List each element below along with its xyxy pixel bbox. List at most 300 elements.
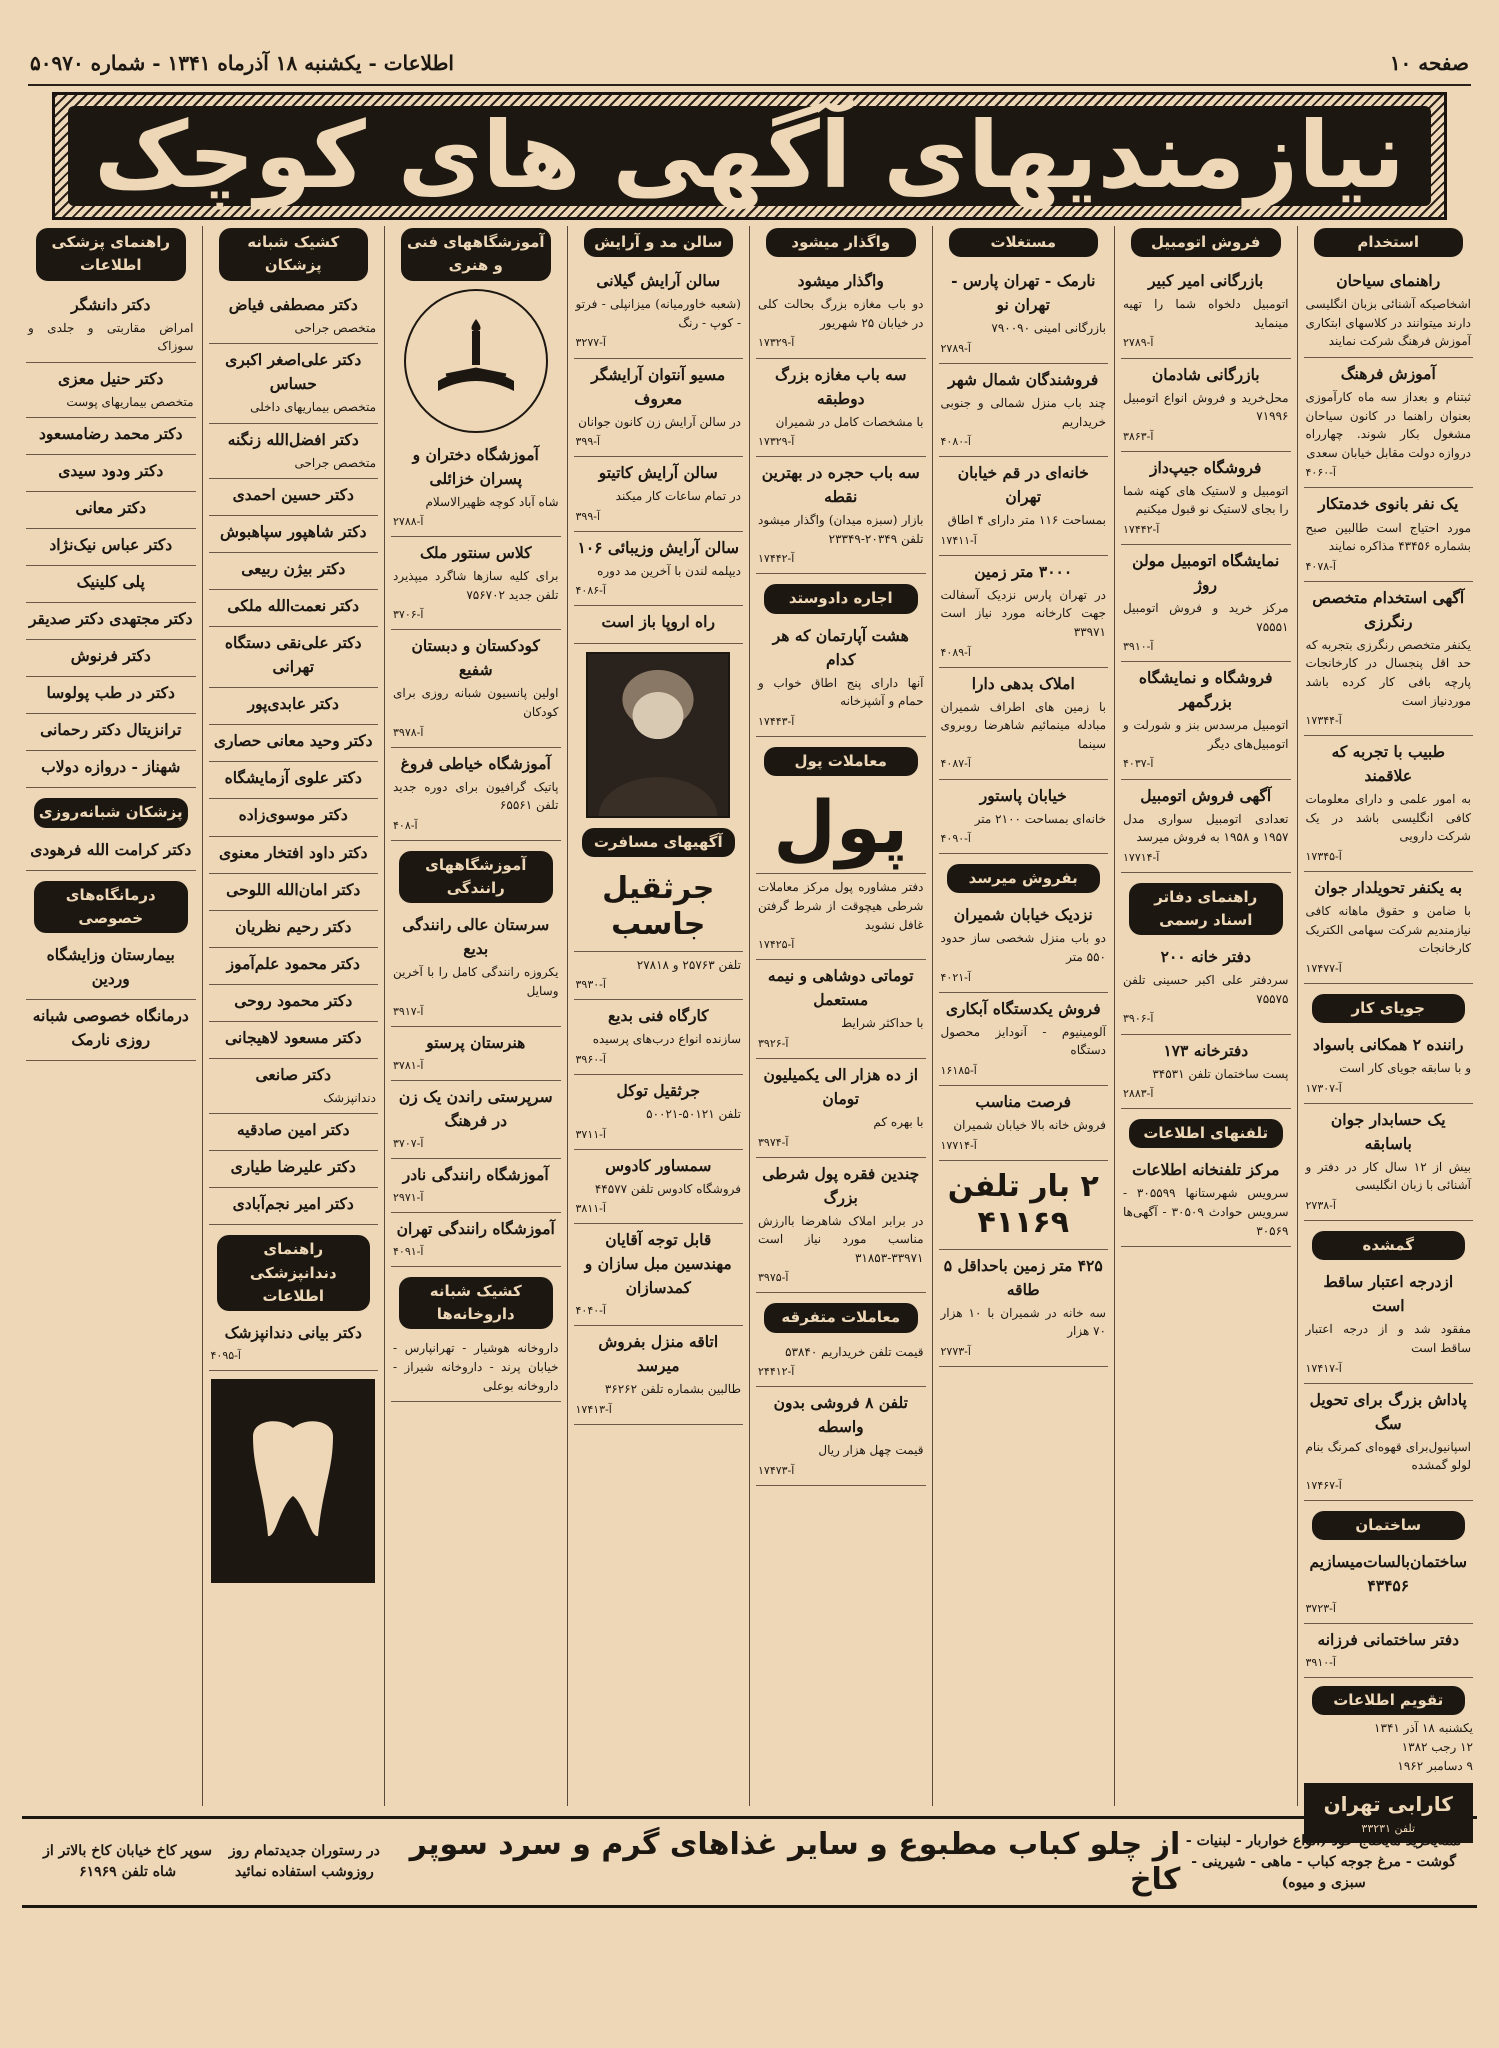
ad-text: یکنفر متخصص رنگرزی بتجربه که حد اقل پنجسال در کارخانجات پارچه بافی کار کرده باشد موردنیاز است: [1305, 637, 1471, 708]
ad-title: واگذار میشود: [797, 271, 884, 291]
ad-code: آ-۱۷۴۱۳: [575, 1403, 612, 1417]
classified-ad: [756, 359, 926, 458]
ad-text: سردفتر علی اکبر حسینی تلفن ۷۵۵۷۵: [1123, 973, 1289, 1006]
ad-title: فروشگاه جیپ‌داز: [1150, 457, 1262, 477]
ad-code: آ-۳۷۸۱: [393, 1058, 424, 1072]
ad-text: متخصص جراحی: [294, 320, 376, 335]
ad-code: آ-۲۷۳۸: [1305, 1199, 1336, 1213]
ad-title: هنرستان پرستو: [426, 1032, 526, 1052]
column-heading: استخدام: [1314, 228, 1464, 257]
ad-title: دکتر حسین احمدی: [232, 485, 354, 505]
column-5: [567, 226, 750, 1806]
ad-title: املاک بدهی دارا: [971, 673, 1075, 693]
section-heading: گمشده: [1312, 1231, 1466, 1260]
ad-text: در تهران پارس نزدیک آسفالت جهت کارخانه مورد نیاز است ۳۳۹۷۱: [940, 587, 1106, 640]
ad-text: اتومبیل و لاستیک های کهنه شما را بجای لاستیک نو قبول میکنیم: [1123, 483, 1289, 517]
ad-title: دفترخانه ۱۷۳: [1163, 1040, 1249, 1060]
classified-ad: [26, 677, 196, 714]
ad-text: بیش از ۱۲ سال کار در دفتر و آشنائی با زبان انگلیسی: [1305, 1159, 1471, 1193]
ad-title: آگهی استخدام متخصص رنگرزی: [1312, 587, 1465, 631]
calendar-heading: تقویم اطلاعات: [1312, 1686, 1466, 1715]
ad-text: مرکز خرید و فروش اتومبیل ۷۵۵۵۱: [1123, 601, 1289, 634]
ad-title: آموزشگاه خیاطی فروغ: [400, 753, 551, 773]
ad-title: دفتر خانه ۲۰۰: [1160, 947, 1251, 967]
ad-title: مسیو آنتوان آرایشگر معروف: [591, 364, 726, 408]
calendar-line: ۱۲ رجب ۱۳۸۲: [1401, 1740, 1473, 1755]
ad-title: سالن آرایش کاتیتو: [598, 463, 718, 483]
ad-code: آ-۱۷۴۱۱: [940, 533, 977, 547]
ad-title: فروشگاه و نمایشگاه بزرگمهر: [1138, 668, 1273, 712]
featured-ad: ۲ بار تلفن ۴۱۱۶۹: [939, 1161, 1109, 1250]
classified-ad: [574, 606, 744, 643]
ad-title: دکتر شاهپور سپاهبوش: [219, 522, 367, 542]
classified-ad: [26, 640, 196, 677]
ad-text: در برابر املاک شاهرضا باارزش مناسب مورد نیاز است ۳۳۹۷۱-۳۱۸۵۳: [758, 1213, 924, 1265]
ad-text: فروش خانه بالا خیابان شمیران: [953, 1117, 1106, 1132]
ad-text: (شعبه خاورمیانه) میزانپلی - فرتو - کوپ - رنگ: [575, 297, 741, 330]
classified-ad: [1304, 488, 1474, 581]
ad-text: با ضامن و حقوق ماهانه کافی نیازمندیم شرکت سهامی الکتریک کارخانجات: [1305, 904, 1471, 956]
ad-code: آ-۳۲۷۷: [575, 336, 606, 350]
ad-text: در سالن آرایش زن کانون جوانان: [578, 414, 741, 429]
ad-title: دکتر علوی آزمایشگاه: [224, 768, 362, 788]
classified-ad: [1121, 265, 1291, 358]
ad-code: آ-۱۷۴۷۷: [1305, 961, 1342, 975]
classified-ad: [209, 1317, 379, 1371]
ad-code: آ-۳۹۱۰: [1305, 1656, 1336, 1670]
classified-ad: [756, 265, 926, 358]
classified-ad: [939, 899, 1109, 992]
classified-ad: [26, 603, 196, 640]
ad-text: متخصص بیماریهای پوست: [66, 394, 194, 409]
classified-ad: [756, 1059, 926, 1158]
ad-title: دکتر امیر نجم‌آبادی: [232, 1194, 354, 1214]
ad-title: ترانزیتال دکتر رحمانی: [40, 720, 182, 740]
ad-code: آ-۲۹۷۱: [393, 1190, 424, 1204]
ad-text: اتومبیل دلخواه شما را تهیه مینماید: [1123, 297, 1289, 330]
classified-ad: [26, 714, 196, 751]
classified-ad: [1121, 1154, 1291, 1247]
classified-ad: [574, 457, 744, 532]
ad-code: آ-۱۷۴۴۲: [1123, 522, 1160, 536]
classified-ad: [209, 627, 379, 688]
classified-ad: [209, 799, 379, 836]
classified-ad: [1304, 358, 1474, 488]
ad-code: آ-۱۷۳۴۵: [1305, 850, 1342, 863]
classified-ad: [574, 952, 744, 1001]
classified-ad: [574, 1150, 744, 1225]
classified-ad: [939, 265, 1109, 364]
ad-text: تلفن ۲۵۷۶۳ و ۲۷۸۱۸: [636, 957, 741, 972]
ad-code: آ-۱۷۷۱۴: [940, 1138, 977, 1152]
ad-title: سرپرستی راندن یک زن در فرهنگ: [398, 1086, 553, 1130]
column-3: [932, 226, 1115, 1806]
ad-text: تعدادی اتومبیل سواری مدل ۱۹۵۷ و ۱۹۵۸ به فروش میرسد: [1123, 811, 1289, 845]
classified-ad: [209, 1022, 379, 1059]
classified-ad: [209, 874, 379, 911]
classified-ad: [26, 939, 196, 1000]
ad-code: آ-۳۹۰۶: [1123, 1012, 1154, 1026]
classified-ad: [1121, 780, 1291, 873]
column-heading: سالن مد و آرایش: [584, 228, 734, 257]
classified-ad: [1304, 582, 1474, 736]
ad-title: دکتر علیرضا طیاری: [230, 1157, 356, 1177]
ad-text: پاتیک گرافیون برای دوره جدید تلفن ۶۵۵۶۱: [393, 779, 559, 813]
ad-title: ۴۲۵ متر زمین باحداقل ۵ طاقه: [943, 1255, 1103, 1299]
ad-title: سه باب مغازه بزرگ دوطبقه: [775, 364, 907, 408]
classified-ad: [391, 537, 561, 630]
ad-code: آ-۲۷۸۹: [940, 341, 971, 355]
column-heading: کشیک شبانه پزشکان: [219, 228, 369, 281]
ad-code: آ-۴۰۸۹: [940, 645, 971, 659]
section-banner: [52, 92, 1447, 220]
column-heading: واگذار میشود: [766, 228, 916, 257]
ad-title: راهنمای سیاحان: [1336, 271, 1441, 291]
classified-ad: [209, 911, 379, 948]
ad-title: دکتر موسوی‌زاده: [238, 805, 348, 825]
ad-text: خانه‌ای بمساحت ۲۱۰۰ متر: [974, 811, 1106, 826]
ad-title: نزدیک خیابان شمیران: [953, 905, 1093, 925]
section-heading: تلفنهای اطلاعات: [1129, 1119, 1283, 1148]
ad-code: آ-۲۷۸۹: [1123, 336, 1154, 350]
classified-ad: [391, 1213, 561, 1267]
section-heading: اجاره دادوستد: [764, 584, 918, 613]
classified-ad: [1304, 1624, 1474, 1678]
ad-title: کودکستان و دبستان شفیع: [411, 636, 540, 680]
classified-ad: [1304, 1266, 1474, 1383]
classified-ad: [209, 590, 379, 627]
ad-text: فروشگاه کادوس تلفن ۴۴۵۷۷: [594, 1181, 741, 1196]
classified-ad: [574, 532, 744, 607]
tooth-icon: [211, 1379, 375, 1583]
ad-code: آ-۳۹۷۵: [758, 1271, 789, 1285]
classified-ad: [756, 1339, 926, 1388]
ad-title: فروش یکدستگاه آبکاری: [945, 998, 1101, 1018]
featured-ad: جرثقیل جاسب: [574, 863, 744, 952]
ad-title: از ده هزار الی یکمیلیون تومان: [763, 1064, 919, 1108]
classified-ad: [209, 344, 379, 424]
ad-text: اشخاصیکه آشنائی بزبان انگلیسی دارند میتوانند در کلاسهای ابتکاری آموزش فرهنگ شرکت نمایند: [1305, 297, 1471, 349]
ad-title: تلفن ۸ فروشی بدون واسطه: [773, 1393, 908, 1437]
ad-code: آ-۱۷۷۱۴: [1123, 850, 1160, 864]
classified-ad: [391, 1027, 561, 1081]
ad-code: آ-۴۰۷۸: [1305, 559, 1336, 573]
ad-title: دکتر عباس نیک‌نژاد: [49, 535, 173, 555]
ad-text: مفقود شد و از درجه اعتبار ساقط است: [1305, 1322, 1471, 1355]
classified-ad: [939, 993, 1109, 1086]
ad-title: دکتر حنیل معزی: [58, 368, 164, 388]
classified-ad: [26, 363, 196, 419]
ad-title: فرصت مناسب: [975, 1091, 1072, 1111]
ad-text: در تمام ساعات کار میکند: [615, 489, 741, 504]
ad-title: خیابان پاستور: [979, 785, 1067, 805]
column-heading: فروش اتومبیل: [1131, 228, 1281, 257]
classified-ad: [1304, 872, 1474, 984]
classified-ad: [209, 837, 379, 874]
classified-ad: [1121, 359, 1291, 452]
ad-code: آ-۱۶۱۸۵: [940, 1063, 977, 1077]
ad-code: آ-۴۰۲۱: [940, 970, 971, 984]
ad-title: اتاقه منزل بفروش میرسد: [598, 1332, 719, 1376]
paper-info: اطلاعات - یکشنبه ۱۸ آذرماه ۱۳۴۱ - شماره ۵۰۹۷۰: [30, 51, 454, 75]
ad-title: دکتر امان‌الله اللوحی: [226, 879, 361, 899]
ad-code: آ-۲۸۸۳: [1123, 1087, 1154, 1101]
ad-title: پلی کلینیک: [76, 572, 145, 592]
column-8: [20, 226, 202, 1806]
ad-title: دکتر محمد رضامسعود: [38, 424, 183, 444]
ad-code: آ-۴۰۳۷: [1123, 757, 1154, 771]
ad-text: اولین پانسیون شبانه روزی برای کودکان: [393, 686, 559, 720]
ad-text: سرویس شهرستانها ۳۰۵۵۹۹ - سرویس حوادث ۳۰۵۰۹ - آگهی‌ها ۳۰۵۶۹: [1123, 1186, 1289, 1238]
ad-title: مرکز تلفنخانه اطلاعات: [1132, 1160, 1280, 1180]
ad-text: امراض مقاربتی و جلدی و سوزاک: [28, 320, 194, 354]
section-heading: جویای کار: [1312, 994, 1466, 1023]
ad-code: آ-۳۷۱۱: [575, 1127, 606, 1141]
ad-text: یکروزه رانندگی کامل را با آخرین وسایل: [393, 965, 559, 999]
section-heading: بفروش میرسد: [947, 864, 1101, 893]
classified-ad: [209, 289, 379, 345]
ad-code: آ-۱۷۳۴۴: [1305, 714, 1342, 728]
classified-ad: [756, 457, 926, 574]
ad-text: قیمت تلفن خریداریم ۵۳۸۴۰: [785, 1344, 924, 1359]
classified-ad: [939, 364, 1109, 457]
ad-title: دکتر ودود سیدی: [58, 461, 164, 481]
ad-text: با زمین های اطراف شمیران مبادله مینمائیم شاهرضا روبروی سینما: [940, 699, 1106, 751]
ad-title: قابل توجه آقایان مهندسین مبل سازان و کمدسازان: [584, 1230, 732, 1298]
section-heading: آموزشگاههای رانندگی: [399, 851, 553, 904]
classified-ad: [939, 556, 1109, 668]
section-heading: معاملات متفرقه: [764, 1303, 918, 1332]
classified-ad: [1121, 1035, 1291, 1110]
ad-code: آ-۳۹۹: [575, 435, 601, 449]
ad-title: ۳۰۰۰ متر زمین: [974, 561, 1073, 581]
classified-ad: [26, 566, 196, 603]
classified-ad: [26, 418, 196, 455]
ad-text: دفتر مشاوره پول مرکز معاملات شرطی هیچوقت از شرط گرفتن غافل نشوید: [758, 880, 924, 932]
classified-ad: [574, 359, 744, 458]
ad-code: آ-۳۷۰۷: [393, 1136, 424, 1150]
ad-text: سازنده انواع درب‌های پرسیده: [592, 1032, 741, 1047]
calendar-line: ۹ دسامبر ۱۹۶۲: [1397, 1758, 1473, 1773]
ad-text: داروخانه هوشیار - تهرانپارس - خیابان پرند - داروخانه شیراز - داروخانه بوعلی: [393, 1341, 559, 1393]
column-6: [384, 226, 567, 1806]
ad-text: با بهره کم: [873, 1114, 924, 1129]
classified-ad: [574, 1224, 744, 1326]
classified-ad: [574, 1075, 744, 1150]
ad-title: دکتر مصطفی فیاض: [228, 294, 358, 314]
section-heading: راهنمای دفاتر اسناد رسمی: [1129, 883, 1283, 936]
section-heading: معاملات پول: [764, 747, 918, 776]
page-header: [30, 44, 1469, 82]
ad-text: سه خانه در شمیران با ۱۰ هزار ۷۰ هزار: [940, 1305, 1106, 1339]
column-heading: مستغلات: [949, 228, 1099, 257]
ad-text: متخصص جراحی: [294, 455, 376, 470]
ad-title: بازرگانی شادمان: [1151, 364, 1260, 384]
footer-ad: [22, 1816, 1477, 1908]
ad-text: بازرگانی امینی ۷۹۰۰۹۰: [991, 321, 1106, 336]
karabi-sub: تلفن ۳۳۲۳۱: [1361, 1822, 1416, 1836]
ad-code: آ-۳۹۹: [575, 509, 601, 523]
ad-title: دکتر بیانی دندانپزشک: [224, 1323, 362, 1342]
ad-text: ثبتنام و بعداز سه ماه کارآموزی بعنوان راهنما در کانون سیاحان مشغول بکار شوند. چهارراه دروازه دولت مقابل خیابان سعدی: [1305, 390, 1471, 460]
ad-title: آگهی فروش اتومبیل: [1140, 785, 1272, 805]
classified-ad: [574, 265, 744, 358]
ad-code: آ-۲۷۸۸: [393, 515, 424, 529]
ad-title: یک حسابدار جوان باسابقه: [1330, 1109, 1446, 1153]
ad-text: قیمت چهل هزار ریال: [818, 1443, 924, 1458]
column-7: [202, 226, 385, 1806]
ad-title: سمساور کادوس: [605, 1155, 712, 1175]
classified-ad: [756, 1387, 926, 1486]
ad-title: دکتر وحید معانی حصاری: [213, 731, 373, 751]
classified-ad: [1304, 1029, 1474, 1104]
ad-title: دکتر دانشگر: [71, 294, 151, 314]
ad-code: آ-۳۹۲۶: [758, 1036, 789, 1050]
section-heading: پزشکان شبانه‌روزی: [34, 798, 188, 827]
classified-ad: [209, 1151, 379, 1188]
ad-title: سالن آرایش وزیبائی ۱۰۶: [577, 537, 739, 557]
classified-ad: [1121, 452, 1291, 545]
classified-ad: [209, 1188, 379, 1225]
ad-code: آ-۳۷۲۳: [1305, 1602, 1336, 1616]
ad-title: آموزش فرهنگ: [1340, 364, 1436, 384]
ad-title: دکتر مسعود لاهیجانی: [225, 1027, 362, 1047]
ad-title: دکتر عابدی‌پور: [247, 694, 339, 714]
ad-code: آ-۱۷۳۲۹: [758, 435, 795, 449]
ad-title: شهناز - دروازه دولاب: [41, 757, 181, 777]
classified-ad: [26, 751, 196, 788]
ad-title: دکتر در طب پولوسا: [46, 683, 175, 703]
calendar-line: یکشنبه ۱۸ آذر ۱۳۴۱: [1374, 1721, 1473, 1736]
classified-ad: [26, 529, 196, 566]
ad-code: آ-۱۷۴۴۳: [758, 714, 795, 728]
classified-ad: [756, 960, 926, 1059]
ad-title: یک نفر بانوی خدمتکار: [1318, 494, 1459, 514]
column-4: [749, 226, 932, 1806]
classified-ad: [26, 834, 196, 871]
ad-title: آموزشگاه رانندگی نادر: [402, 1164, 549, 1184]
ad-title: دکتر نعمت‌الله ملکی: [227, 596, 360, 616]
ad-text: چند باب منزل شمالی و جنوبی خریداریم: [940, 395, 1106, 429]
ad-text: تلفن ۵۰۱۲۱-۵۰۰۲۱: [646, 1107, 741, 1122]
ad-title: بازرگانی امیر کبیر: [1148, 271, 1264, 291]
ad-title: دکتر افضل‌الله زنگنه: [227, 429, 359, 449]
ad-title: چندین فقره پول شرطی بزرگ: [762, 1163, 920, 1207]
ad-text: و با سابقه جویای کار است: [1339, 1061, 1471, 1076]
classified-ad: [1304, 1104, 1474, 1221]
classified-ad: [209, 762, 379, 799]
classified-ad: [209, 948, 379, 985]
school-emblem-icon: [404, 289, 548, 433]
ad-title: ازدرجه اعتبار ساقط است: [1323, 1272, 1454, 1316]
classified-ad: [391, 1081, 561, 1159]
ad-code: آ-۴۰۸۶: [575, 584, 606, 598]
ad-code: آ-۳۹۱۷: [393, 1004, 424, 1018]
footer-middle-text: در رستوران جدیدتمام روز روزوشب استفاده نمائید: [228, 1843, 380, 1880]
ad-text: با مشخصات کامل در شمیران: [775, 414, 924, 429]
ad-code: آ-۲۷۷۳: [940, 1344, 971, 1358]
ad-text: دو باب منزل شخصی ساز حدود ۵۵۰ متر: [940, 931, 1106, 965]
ad-title: سرستان عالی رانندگی بدیع: [402, 915, 550, 959]
ad-title: دکتر علی‌نقی دستگاه تهرانی: [224, 633, 362, 677]
classified-ad: [1304, 1546, 1474, 1624]
classified-ad: [209, 516, 379, 553]
ad-title: دکتر فرنوش: [70, 646, 151, 666]
ad-code: آ-۱۷۴۶۷: [1305, 1478, 1342, 1492]
ad-title: بیمارستان وزایشگاه وردین: [46, 945, 175, 989]
ad-code: آ-۱۷۴۴۲: [758, 552, 795, 566]
classified-ad: [391, 1159, 561, 1213]
ad-code: آ-۴۰۸: [393, 818, 418, 832]
ad-code: آ-۳۸۶۳: [1123, 429, 1154, 443]
classified-ad: [209, 725, 379, 762]
ad-code: آ-۴۰۸۷: [940, 757, 971, 771]
ad-title: دکتر محمود علم‌آموز: [226, 953, 360, 973]
ad-code: آ-۴۰۹۰: [940, 832, 971, 846]
ad-code: آ-۴۰۶۰: [1305, 466, 1336, 480]
ad-text: پست‌ ساختمان تلفن ۳۴۵۳۱: [1152, 1066, 1289, 1081]
classified-ad: [391, 748, 561, 841]
ad-title: هشت آپارتمان که هر کدام: [772, 625, 909, 669]
ad-title: دکتر امین صادقیه: [236, 1120, 350, 1140]
classified-ad: [209, 1114, 379, 1151]
section-heading: آگهیهای مسافرت: [582, 828, 736, 857]
classified-columns: [20, 226, 1479, 1836]
ad-code: آ-۳۹۷۴: [758, 1135, 789, 1149]
header-divider: [28, 84, 1471, 86]
ad-code: آ-۴۰۹۱: [393, 1244, 424, 1258]
ad-title: دکتر صانعی: [255, 1064, 331, 1084]
portrait-photo: [586, 652, 730, 818]
ad-code: آ-۱۷۴۲۵: [758, 938, 795, 952]
classified-ad: [756, 874, 926, 960]
ad-text: متخصص بیماریهای داخلی: [250, 400, 376, 415]
ad-text: با حداکثر شرایط: [841, 1016, 924, 1031]
classified-ad: [209, 985, 379, 1022]
footer-right-text: تمنه‌یخرید مایحتاج خود (انواع خواربار - لبنیات - گوشت - مرغ جوجه کباب - ماهی - شیرینی - سبزی و میوه): [1185, 1832, 1462, 1891]
ad-title: دکتر مجتهدی دکتر صدیقر: [28, 609, 193, 629]
classified-ad: [574, 1326, 744, 1425]
classified-ad: [1304, 736, 1474, 872]
ad-text: محل‌خرید و فروش انواع اتومبیل ۷۱۹۹۶: [1123, 390, 1289, 424]
ad-text: برای کلیه سازها شاگرد میپذیرد تلفن جدید ۷۵۶۷۰۲: [393, 569, 559, 602]
ad-code: آ-۱۷۴۷۳: [758, 1463, 795, 1477]
classified-ad: [939, 1086, 1109, 1161]
classified-ad: [391, 630, 561, 747]
ad-code: آ-۳۹۱۰: [1123, 640, 1154, 654]
ad-title: دکتر کرامت الله فرهودی: [30, 839, 192, 859]
classified-ad: [1304, 1384, 1474, 1501]
karabi-title: کارابی تهران: [1323, 1792, 1453, 1817]
ad-text: بازار (سبزه میدان) واگذار میشود تلفن ۲۰۳۴۹-۲۳۳۴۹: [758, 513, 924, 546]
ad-code: آ-۴۰۸۰: [940, 435, 971, 449]
ad-text: مورد احتیاج است طالبین صبح بشماره ۴۳۴۵۶ مذاکره نمایند: [1305, 520, 1471, 554]
section-heading: راهنمای دندانپزشکی اطلاعات: [217, 1235, 371, 1311]
ad-title: خانه‌ای در قم خیابان تهران: [957, 463, 1089, 507]
column-2: [1114, 226, 1297, 1806]
ad-text: آنها دارای پنج اطاق خواب و حمام و آشپزخانه: [758, 675, 924, 709]
ad-title: توماتی دوشاهی و نیمه مستعمل: [767, 966, 914, 1010]
column-heading: راهنمای پزشکی اطلاعات: [36, 228, 186, 281]
ad-title: دفتر ساختمانی فرزانه: [1317, 1630, 1460, 1650]
classified-ad: [209, 688, 379, 725]
section-heading: کشیک شبانه داروخانه‌ها: [399, 1277, 553, 1330]
classified-ad: [26, 492, 196, 529]
classified-ad: [26, 455, 196, 492]
ad-title: دکتر رحیم نظریان: [235, 916, 352, 936]
ad-title: ساختمان‌بالسات‌میسازیم ۴۳۴۵۶: [1309, 1552, 1468, 1596]
ad-title: کلاس سنتور ملک: [420, 543, 532, 563]
